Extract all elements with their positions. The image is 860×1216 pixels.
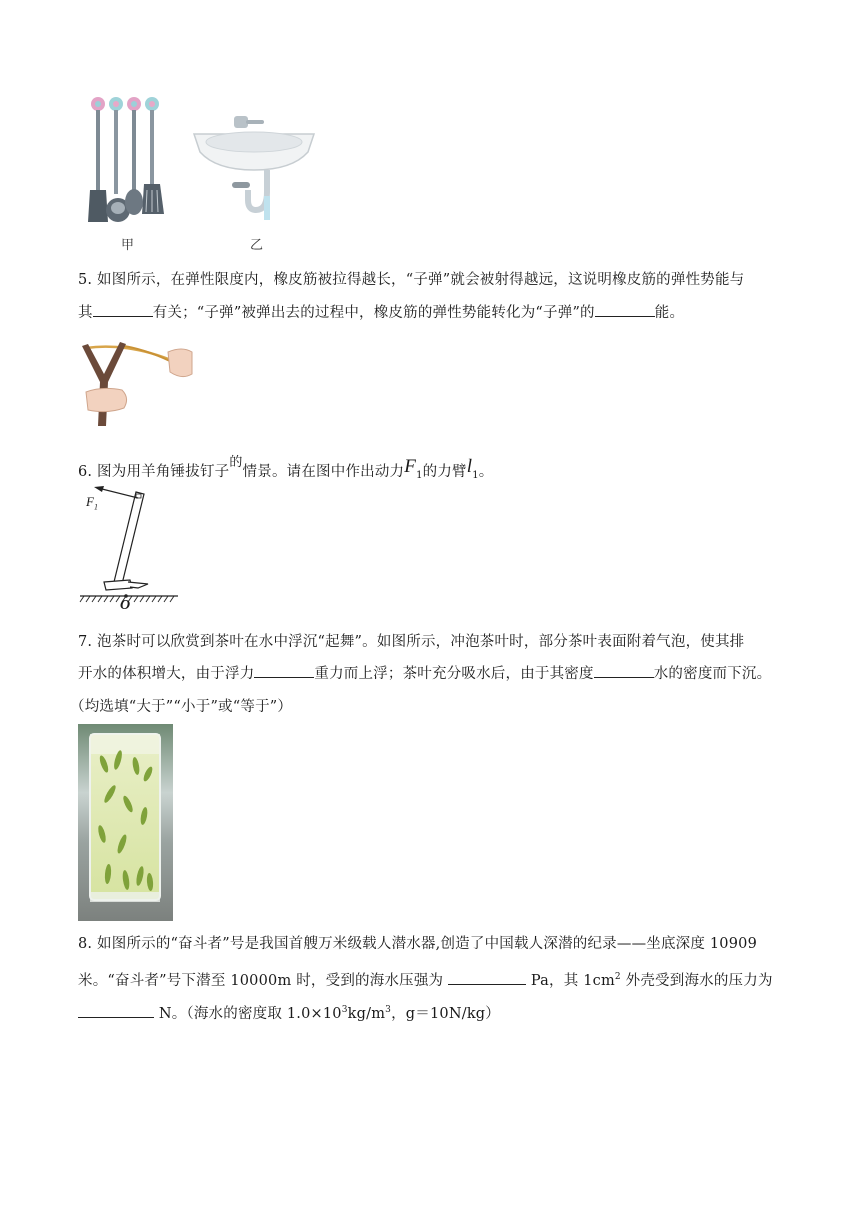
q5-line2-text-b: 有关；“子弹”被弹出去的过程中，橡皮筋的弹性势能转化为“子弹”的 xyxy=(152,305,595,321)
q7-line1 xyxy=(78,625,744,659)
q8-blank-2[interactable] xyxy=(78,1003,154,1018)
hammer-force-label xyxy=(86,494,98,512)
q8-line2-text-a: 米。“奋斗者”号下潜至 10000m 时，受到的海水压强为 xyxy=(78,972,444,989)
q7-line3 xyxy=(70,690,292,724)
hammer-force-symbol: F xyxy=(86,494,94,509)
tea-glass-photo xyxy=(78,724,173,921)
q8-line3-sup2: 3 xyxy=(385,1005,392,1015)
q6-text-d: 。 xyxy=(478,463,494,480)
q8-line3-sup1: 3 xyxy=(341,1005,348,1015)
q5-line1 xyxy=(78,263,744,297)
hammer-force-sub: 1 xyxy=(93,502,98,512)
figure-hammer xyxy=(78,484,182,616)
q6-f-symbol: F xyxy=(404,455,417,477)
figure-washbasin xyxy=(192,112,316,222)
q7-blank-2[interactable] xyxy=(594,663,654,678)
q7-line1-text: 7. 泡茶时可以欣赏到茶叶在水中浮沉“起舞”。如图所示，冲泡茶叶时，部分茶叶表面附着气泡，使其排 xyxy=(78,634,745,650)
utensils-illustration xyxy=(84,94,176,232)
caption-jia: 甲 xyxy=(121,238,135,253)
q8-blank-1[interactable] xyxy=(448,970,526,985)
q6-text-a: 6. 图为用羊角锤拔钉子 xyxy=(78,463,230,480)
q6-l-symbol: l xyxy=(466,455,473,477)
q8-line2-text-b: Pa，其 1cm xyxy=(530,972,615,989)
q8-line1-text: 8. 如图所示的“奋斗者”号是我国首艘万米级载人潜水器,创造了中国载人深潜的纪录——坐底深度 10909 xyxy=(78,936,758,952)
q6-text-c: 的力臂 xyxy=(422,463,467,480)
q7-line2 xyxy=(78,657,771,691)
q5-blank-1[interactable] xyxy=(93,302,153,317)
q8-line3-text-b: kg/m xyxy=(347,1005,386,1022)
q5-line2 xyxy=(78,296,684,330)
q6-f-sub: 1 xyxy=(416,469,423,481)
washbasin-illustration xyxy=(192,112,316,222)
q5-blank-2[interactable] xyxy=(595,302,655,317)
q8-line2-text-c: 外壳受到海水的压力为 xyxy=(620,972,773,989)
q7-line3-text: （均选填“大于”“小于”或“等于”） xyxy=(70,699,293,715)
figure-slingshot xyxy=(78,336,194,428)
q7-line2-text-a: 开水的体积增大，由于浮力 xyxy=(78,666,255,682)
slingshot-illustration xyxy=(78,336,194,428)
q7-blank-1[interactable] xyxy=(254,663,314,678)
hammer-pivot-label: O xyxy=(120,598,131,613)
q7-line2-text-b: 重力而上浮；茶叶充分吸水后，由于其密度 xyxy=(314,666,594,682)
caption-yi: 乙 xyxy=(250,238,264,253)
q6-l-sub: 1 xyxy=(472,469,479,481)
q8-line3-text-c: ，g＝10N/kg） xyxy=(391,1005,500,1022)
q8-line2-sup: 2 xyxy=(614,972,621,982)
q5-line2-text-c: 能。 xyxy=(654,305,685,321)
figure-tea-glass xyxy=(78,724,173,921)
q8-line1 xyxy=(78,927,757,961)
q8-line3 xyxy=(78,993,500,1031)
q5-line2-text-a: 其 xyxy=(78,305,93,321)
q5-line1-text: 5. 如图所示，在弹性限度内，橡皮筋被拉得越长，“子弹”就会被射得越远，这说明橡皮筋的弹性势能与 xyxy=(78,272,745,288)
q7-line2-text-c: 水的密度而下沉。 xyxy=(653,666,772,682)
q6-text-b: 情景。请在图中作出动力 xyxy=(242,463,405,480)
q8-line3-text-a: N。（海水的密度取 1.0×10 xyxy=(158,1005,342,1022)
q6-text-sup: 的 xyxy=(229,455,243,470)
figure-utensils xyxy=(84,94,176,232)
